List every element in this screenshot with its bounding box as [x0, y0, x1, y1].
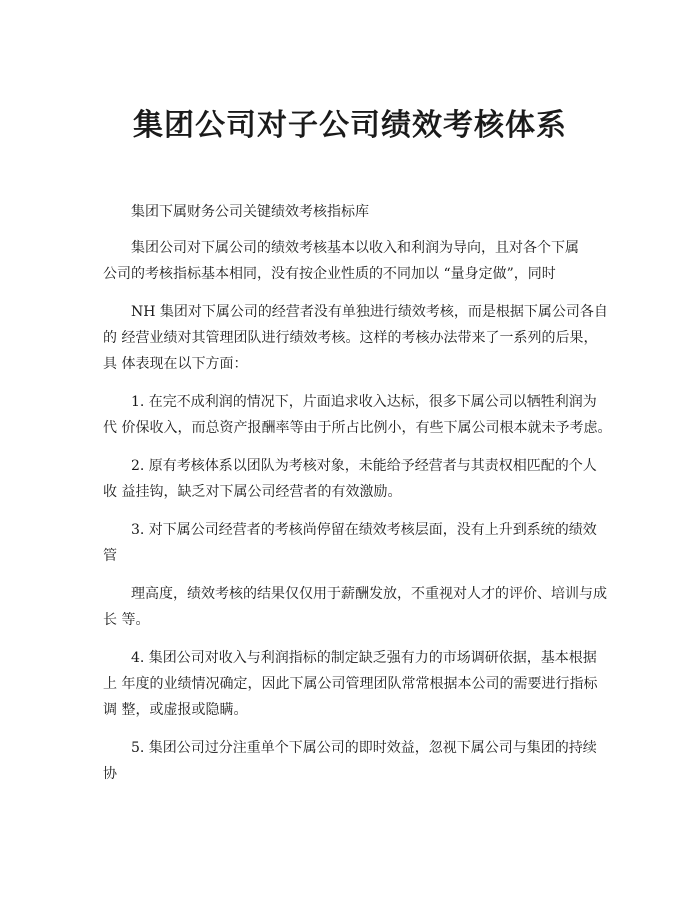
- paragraph-line: 具 体表现在以下方面：: [103, 356, 248, 372]
- paragraph-line: 的 经营业绩对其管理团队进行绩效考核。这样的考核办法带来了一系列的后果，: [103, 330, 598, 346]
- paragraph-line: 集团公司对下属公司的绩效考核基本以收入和利润为导向，且对各个下属: [131, 240, 579, 256]
- document-title: 集团公司对子公司绩效考核体系: [133, 108, 567, 143]
- paragraph-line: NH 集团对下属公司的经营者没有单独进行绩效考核，而是根据下属公司各自: [131, 304, 608, 320]
- list-item-line: 管: [103, 548, 117, 564]
- list-item-line: 上 年度的业绩情况确定，因此下属公司管理团队常常根据本公司的需要进行指标: [103, 676, 598, 692]
- list-item-line: 5. 集团公司过分注重单个下属公司的即时效益，忽视下属公司与集团的持续: [131, 740, 597, 756]
- list-item-line: 协: [103, 766, 117, 782]
- list-item-line: 代 价保收入，而总资产报酬率等由于所占比例小，有些下属公司根本就未予考虑。: [103, 420, 612, 436]
- list-item-line: 1. 在完不成利润的情况下，片面追求收入达标，很多下属公司以牺牲利润为: [131, 394, 597, 410]
- list-item-line: 4. 集团公司对收入与利润指标的制定缺乏强有力的市场调研依据，基本根据: [131, 650, 597, 666]
- paragraph-line: 理高度，绩效考核的结果仅仅用于薪酬发放，不重视对人才的评价、培训与成: [131, 586, 607, 602]
- list-item-line: 收 益挂钩，缺乏对下属公司经营者的有效激励。: [103, 484, 402, 500]
- subheading-line: 集团下属财务公司关键绩效考核指标库: [131, 204, 369, 220]
- list-item-line: 3. 对下属公司经营者的考核尚停留在绩效考核层面，没有上升到系统的绩效: [131, 522, 597, 538]
- list-item-line: 2. 原有考核体系以团队为考核对象，未能给予经营者与其责权相匹配的个人: [131, 458, 597, 474]
- paragraph-line: 长 等。: [103, 612, 150, 628]
- list-item-line: 调 整，或虚报或隐瞒。: [103, 702, 248, 718]
- paragraph-line: 公司的考核指标基本相同，没有按企业性质的不同加以 “量身定做”，同时: [103, 266, 556, 282]
